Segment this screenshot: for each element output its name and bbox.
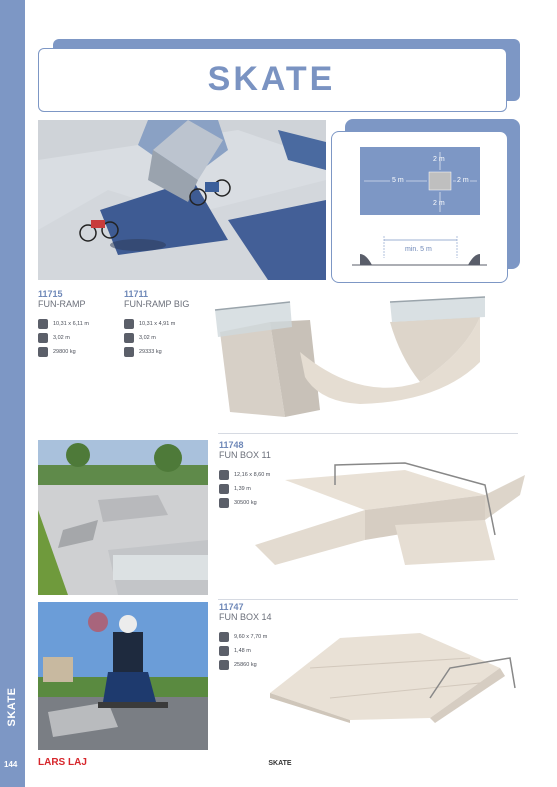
- product-name: FUN-RAMP BIG: [124, 299, 190, 309]
- product-11715: [38, 289, 118, 359]
- height-icon: [124, 333, 134, 343]
- skatepark-aerial-photo: [38, 440, 208, 595]
- side-section-label: SKATE: [6, 687, 18, 727]
- spec-height: 1,48 m: [234, 648, 251, 654]
- spec-weight: 25860 kg: [234, 662, 257, 668]
- page-number: 144: [4, 760, 18, 769]
- height-icon: [219, 484, 229, 494]
- spec-weight: 29800 kg: [53, 349, 76, 355]
- product-code: 11711: [124, 289, 149, 299]
- height-icon: [38, 333, 48, 343]
- spec-dimensions: 10,31 x 6,11 m: [53, 321, 89, 327]
- spec-dimensions: 12,16 x 8,60 m: [234, 472, 271, 478]
- spec-height: 3,02 m: [139, 335, 156, 341]
- safety-zone-diagram: [331, 131, 508, 283]
- product-name: FUN-RAMP: [38, 299, 86, 309]
- spec-dimensions: 10,31 x 4,91 m: [139, 321, 176, 327]
- weight-icon: [219, 498, 229, 508]
- page-title: SKATE: [207, 60, 336, 98]
- dimensions-icon: [219, 632, 229, 642]
- diagram-min-label: min. 5 m: [405, 246, 432, 253]
- fun-box-14-render: [270, 628, 530, 723]
- dimensions-icon: [38, 319, 48, 329]
- product-11711: [124, 289, 204, 359]
- weight-icon: [124, 347, 134, 357]
- spec-height: 3,02 m: [53, 335, 70, 341]
- product-code: 11747: [219, 602, 244, 612]
- height-icon: [219, 646, 229, 656]
- spec-dimensions: 9,60 x 7,70 m: [234, 634, 268, 640]
- diagram-left-dim: 5 m: [392, 177, 404, 184]
- fun-box-11-render: [255, 455, 525, 575]
- skater-photo: [38, 602, 208, 750]
- diagram-bottom-dim: 2 m: [433, 200, 445, 207]
- separator: [218, 599, 518, 600]
- product-name: FUN BOX 14: [219, 612, 272, 622]
- diagram-top-dim: 2 m: [433, 156, 445, 163]
- product-code: 11715: [38, 289, 63, 299]
- half-pipe-render: [210, 292, 500, 422]
- diagram-right-dim: 2 m: [457, 177, 469, 184]
- dimensions-icon: [219, 470, 229, 480]
- weight-icon: [38, 347, 48, 357]
- footer-section: SKATE: [268, 760, 292, 767]
- spec-weight: 29333 kg: [139, 349, 162, 355]
- brand-logo: LARS LAJ: [38, 757, 87, 768]
- aerial-cyclist-photo: [38, 120, 326, 280]
- spec-height: 1,39 m: [234, 486, 251, 492]
- spec-weight: 30500 kg: [234, 500, 257, 506]
- dimensions-icon: [124, 319, 134, 329]
- weight-icon: [219, 660, 229, 670]
- side-bar: [0, 0, 25, 787]
- product-code: 11748: [219, 440, 244, 450]
- product-name: FUN BOX 11: [219, 450, 271, 460]
- separator: [218, 433, 518, 434]
